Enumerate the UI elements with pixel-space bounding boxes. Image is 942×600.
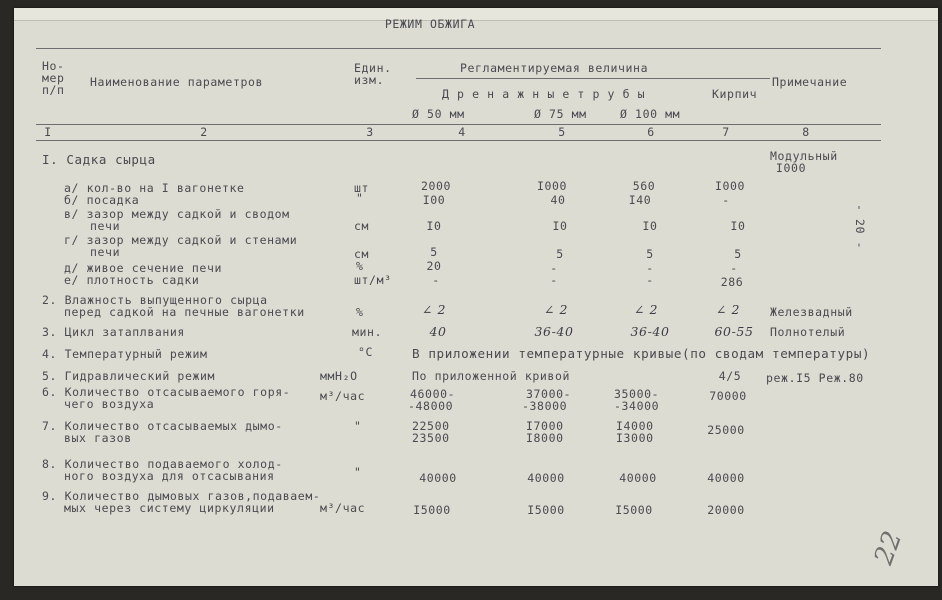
col-number-8: 8 — [802, 125, 810, 139]
row-9-name-1: 9. Количество дымовых газов,подаваем- — [42, 489, 321, 503]
row-7-v75-2: I8000 — [526, 431, 564, 445]
row-d-brick: - — [730, 261, 738, 275]
row-3-brick: 60-55 — [714, 324, 754, 339]
row-a-brick: I000 — [714, 179, 746, 193]
header-unit-2: изм. — [354, 73, 385, 87]
row-v-v75: I0 — [552, 219, 568, 233]
row-e-unit: шт/м³ — [354, 273, 392, 287]
row-7-v75-1: I7000 — [526, 419, 564, 433]
row-6-v50-1: 46000- — [410, 387, 456, 401]
row-b-brick: - — [722, 193, 730, 207]
row-2-note: Железвадный — [770, 305, 853, 319]
row-2-v75: ∠ 2 — [543, 302, 569, 317]
table-top-rule — [36, 48, 881, 49]
row-8-v100: 40000 — [619, 471, 657, 485]
row-9-v100: I5000 — [615, 503, 653, 517]
row-6-name-1: 6. Количество отсасываемого горя- — [42, 385, 291, 399]
row-2-name-1: 2. Влажность выпущенного сырца — [42, 293, 268, 307]
col-number-3: 3 — [366, 125, 374, 139]
header-d100: Ø 100 мм — [620, 107, 681, 121]
header-group-rule — [416, 78, 770, 79]
row-8-name-2: ного воздуха для отсасывания — [64, 469, 275, 483]
row-9-brick: 20000 — [707, 503, 745, 517]
row-a-v75: I000 — [536, 179, 568, 193]
row-g-name-1: г/ зазор между садкой и стенами — [64, 233, 298, 247]
row-9-name-2: мых через систему циркуляции — [64, 501, 275, 515]
row-e-name: е/ плотность садки — [64, 273, 200, 287]
col-number-6: 6 — [647, 125, 655, 139]
row-g-unit: см — [354, 247, 370, 261]
row-b-name: б/ посадка — [64, 193, 140, 207]
row-7-v50-2: 23500 — [412, 431, 450, 445]
header-group: Регламентируемая величина — [460, 61, 649, 75]
row-1-note-2: I000 — [776, 161, 807, 175]
row-b-v50: I00 — [422, 193, 446, 207]
row-2-name-2: перед садкой на печные вагонетки — [64, 305, 305, 319]
row-5-text: По приложенной кривой — [412, 369, 570, 383]
header-note: Примечание — [772, 75, 848, 89]
row-8-brick: 40000 — [707, 471, 745, 485]
row-2-unit: % — [356, 305, 364, 319]
row-9-unit: м³/час — [320, 501, 366, 515]
row-6-v75-2: -38000 — [522, 399, 568, 413]
row-a-v100: 560 — [632, 179, 656, 193]
row-v-brick: I0 — [730, 219, 746, 233]
row-g-brick: 5 — [734, 247, 742, 261]
row-8-v75: 40000 — [527, 471, 565, 485]
row-v-v50: I0 — [426, 219, 442, 233]
header-pipes: Д р е н а ж н ы е т р у б ы — [442, 87, 646, 101]
row-e-v100: - — [646, 273, 654, 287]
row-4-name: 4. Температурный режим — [42, 347, 208, 361]
row-9-v75: I5000 — [527, 503, 565, 517]
row-v-unit: см — [354, 219, 370, 233]
row-2-v100: ∠ 2 — [633, 302, 659, 317]
row-3-name: 3. Цикл затаплвания — [42, 325, 185, 339]
row-4-unit: °С — [358, 345, 374, 359]
header-name: Наименование параметров — [90, 75, 264, 89]
row-6-name-2: чего воздуха — [64, 397, 155, 411]
row-a-name: а/ кол-во на I вагонетке — [64, 181, 245, 195]
row-d-v50: 20 — [426, 259, 442, 273]
side-note: - 20 - — [853, 204, 867, 250]
row-9-v50: I5000 — [413, 503, 451, 517]
row-2-v50: ∠ 2 — [421, 302, 447, 317]
header-unit-1: Един. — [354, 61, 392, 75]
row-7-brick: 25000 — [707, 423, 745, 437]
row-5-unit: ммН₂О — [320, 369, 358, 383]
row-6-v50-2: -48000 — [408, 399, 454, 413]
col-number-2: 2 — [200, 125, 208, 139]
row-d-v100: - — [646, 261, 654, 275]
document-page — [14, 8, 938, 586]
row-v-name-2: печи — [90, 219, 121, 233]
row-e-v50: - — [432, 273, 440, 287]
header-d75: Ø 75 мм — [534, 107, 587, 121]
row-5-name: 5. Гидравлический режим — [42, 369, 216, 383]
row-7-unit: " — [354, 419, 362, 433]
row-d-v75: - — [550, 261, 558, 275]
col-numbers-rule — [36, 140, 881, 141]
row-g-v75: 5 — [556, 247, 564, 261]
row-b-unit: " — [356, 191, 364, 205]
row-5-note: реж.I5 Реж.80 — [766, 371, 864, 385]
header-num-1: Но- — [42, 59, 65, 73]
row-5-brick: 4/5 — [718, 369, 742, 383]
row-1-note-1: Модульный — [770, 149, 838, 163]
row-d-unit: % — [356, 259, 364, 273]
row-3-note: Полнотелый — [770, 325, 846, 339]
row-3-v100: 36-40 — [630, 324, 670, 339]
row-6-v100-1: 35000- — [614, 387, 660, 401]
row-6-v100-2: -34000 — [614, 399, 660, 413]
header-num-3: п/п — [42, 83, 65, 97]
row-v-v100: I0 — [642, 219, 658, 233]
col-number-7: 7 — [722, 125, 730, 139]
header-num-2: мер — [42, 71, 65, 85]
row-a-unit: шт — [354, 181, 370, 195]
row-7-v100-2: I3000 — [616, 431, 654, 445]
col-number-1: I — [44, 125, 52, 139]
row-6-brick: 70000 — [709, 389, 747, 403]
col-number-5: 5 — [558, 125, 566, 139]
row-6-v75-1: 37000- — [526, 387, 572, 401]
page-number: 22 — [868, 527, 909, 569]
row-a-v50: 2000 — [420, 179, 452, 193]
row-2-brick: ∠ 2 — [715, 302, 741, 317]
row-v-name-1: в/ зазор между садкой и сводом — [64, 207, 290, 221]
row-8-unit: " — [354, 465, 362, 479]
row-g-v100: 5 — [646, 247, 654, 261]
col-number-4: 4 — [458, 125, 466, 139]
row-8-v50: 40000 — [419, 471, 457, 485]
page-top-edge — [14, 8, 938, 21]
row-3-unit: мин. — [352, 325, 383, 339]
row-6-unit: м³/час — [320, 389, 366, 403]
row-d-name: д/ живое сечение печи — [64, 261, 222, 275]
row-b-v100: I40 — [628, 193, 652, 207]
row-e-v75: - — [550, 273, 558, 287]
row-b-v75: 40 — [550, 193, 566, 207]
row-7-v50-1: 22500 — [412, 419, 450, 433]
document-title: РЕЖИМ ОБЖИГА — [384, 17, 476, 31]
row-g-v50: 5 — [430, 245, 438, 259]
row-e-brick: 286 — [720, 275, 744, 289]
row-3-v50: 40 — [429, 324, 447, 339]
header-d50: Ø 50 мм — [412, 107, 465, 121]
row-3-v75: 36-40 — [534, 324, 574, 339]
row-4-text: В приложении температурные кривые(по сводам температуры) — [412, 346, 871, 361]
row-g-name-2: печи — [90, 245, 121, 259]
row-7-v100-1: I4000 — [616, 419, 654, 433]
row-8-name-1: 8. Количество подаваемого холод- — [42, 457, 283, 471]
row-1-name: I. Садка сырца — [42, 152, 156, 167]
header-brick: Кирпич — [712, 87, 758, 101]
row-7-name-1: 7. Количество отсасываемых дымо- — [42, 419, 283, 433]
row-7-name-2: вых газов — [64, 431, 132, 445]
